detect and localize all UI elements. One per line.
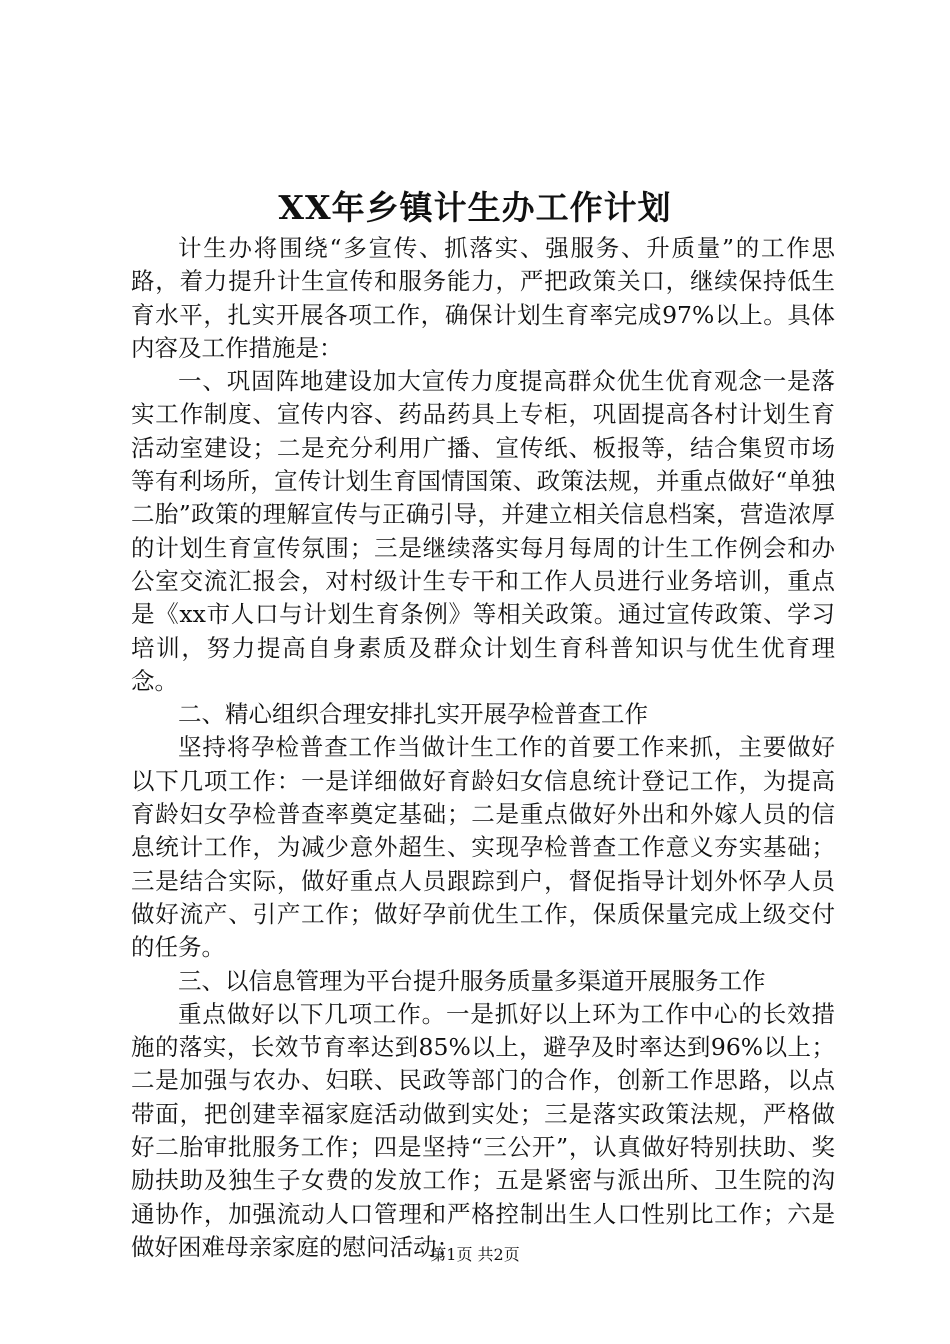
page-footer: 第1页 共2页 (430, 1245, 520, 1264)
paragraph-intro: 计生办将围绕“多宣传、抓落实、强服务、升质量”的工作思路，着力提升计生宣传和服务能力，严把政策关口，继续保持低生育水平，扎实开展各项工作，确保计划生育率完成97%以上。具体内容及工作措施是： (131, 234, 835, 362)
paragraph-section-3: 重点做好以下几项工作。一是抓好以上环为工作中心的长效措施的落实，长效节育率达到85%以上，避孕及时率达到96%以上；二是加强与农办、妇联、民政等部门的合作，创新工作思路，以点带面，把创建幸福家庭活动做到实处；三是落实政策法规，严格做好二胎审批服务工作；四是坚持“三公开”，认真做好特别扶助、奖励扶助及独生子女费的发放工作；五是紧密与派出所、卫生院的沟通协作，加强流动人口管理和严格控制出生人口性别比工作；六是做好困难母亲家庭的慰问活动； (131, 999, 835, 1261)
heading-section-2: 二、精心组织合理安排扎实开展孕检普查工作 (178, 700, 648, 729)
heading-section-3: 三、以信息管理为平台提升服务质量多渠道开展服务工作 (178, 966, 766, 995)
paragraph-section-1: 一、巩固阵地建设加大宣传力度提高群众优生优育观念一是落实工作制度、宣传内容、药品药具上专柜，巩固提高各村计划生育活动室建设；二是充分利用广播、宣传纸、板报等，结合集贸市场等有利场所，宣传计划生育国情国策、政策法规，并重点做好“单独二胎”政策的理解宣传与正确引导，并建立相关信息档案，营造浓厚的计划生育宣传氛围；三是继续落实每月每周的计生工作例会和办公室交流汇报会，对村级计生专干和工作人员进行业务培训，重点是《xx市人口与计划生育条例》等相关政策。通过宣传政策、学习培训，努力提高自身素质及群众计划生育科普知识与优生优育理念。 (131, 367, 835, 695)
document-body (131, 232, 835, 1264)
document-title: XX年乡镇计生办工作计划 (278, 188, 672, 227)
paragraph-section-2: 坚持将孕检普查工作当做计生工作的首要工作来抓，主要做好以下几项工作：一是详细做好育龄妇女信息统计登记工作，为提高育龄妇女孕检普查率奠定基础；二是重点做好外出和外嫁人员的信息统计工作，为减少意外超生、实现孕检普查工作意义夯实基础；三是结合实际，做好重点人员跟踪到户，督促指导计划外怀孕人员做好流产、引产工作；做好孕前优生工作，保质保量完成上级交付的任务。 (131, 733, 835, 962)
